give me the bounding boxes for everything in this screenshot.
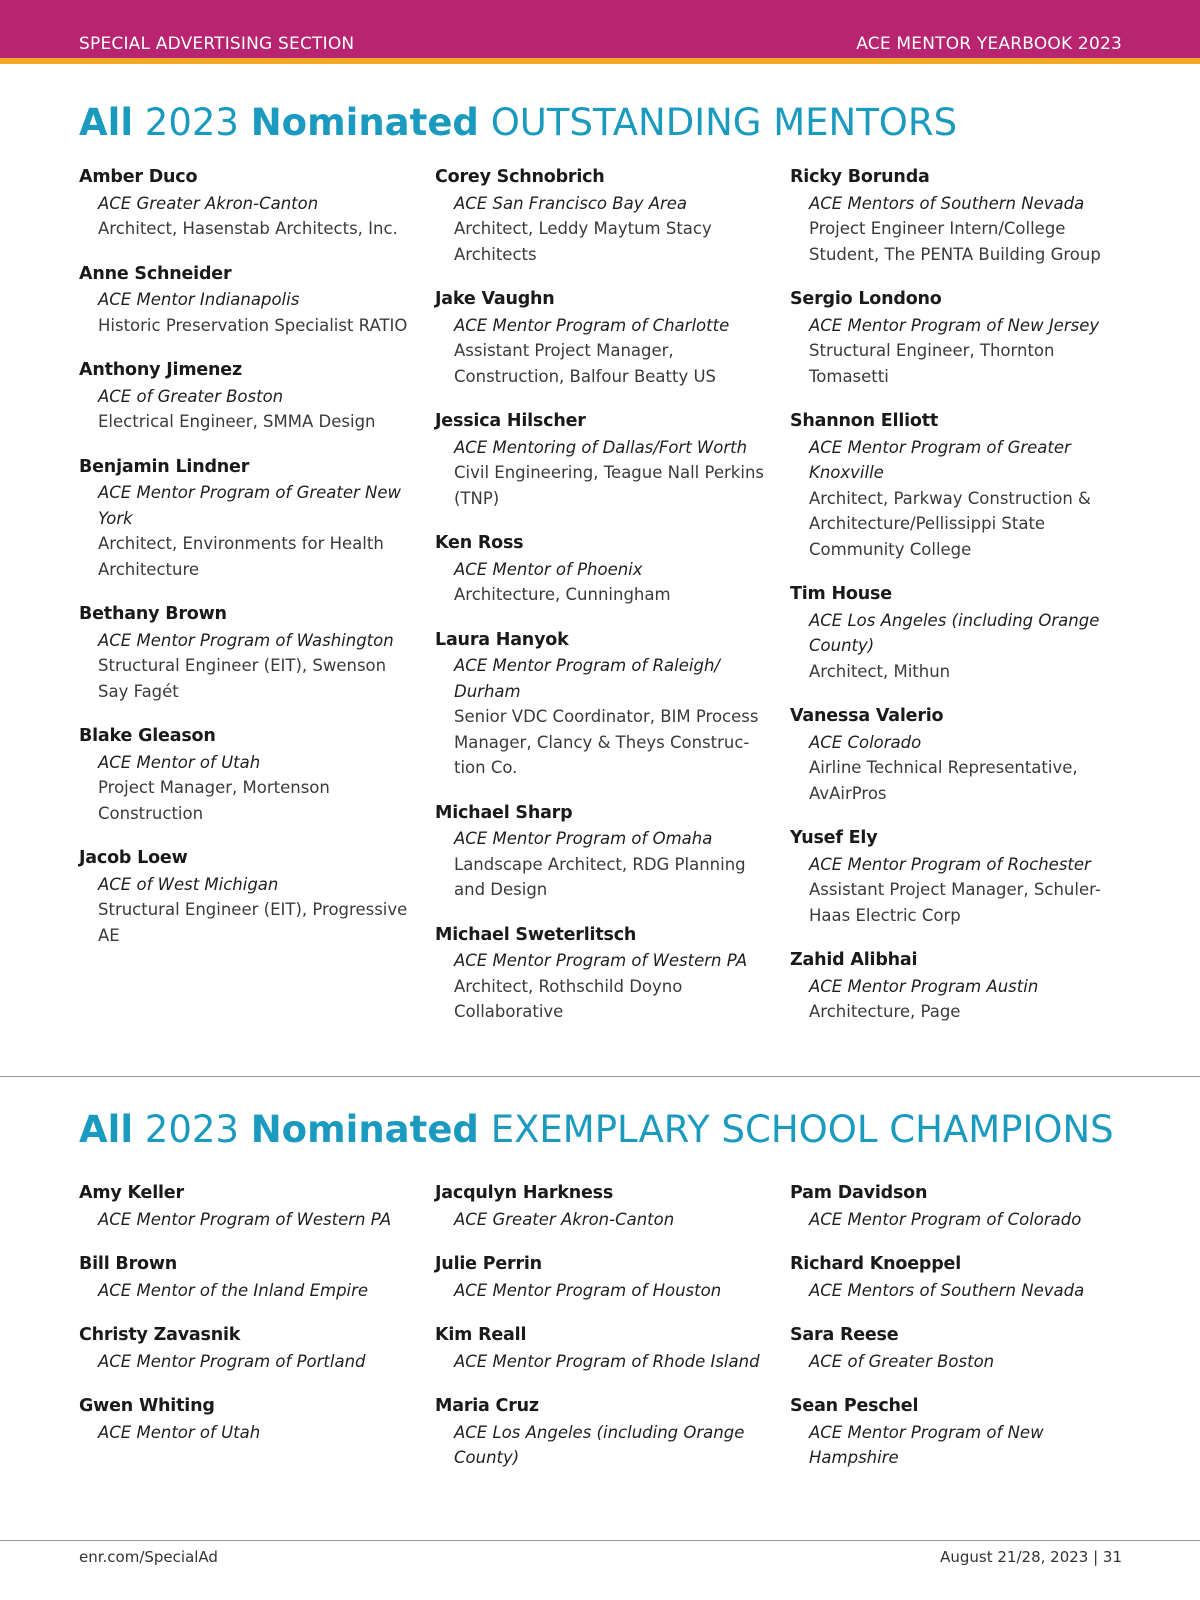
- mentors-column-1: [79, 165, 409, 968]
- champion-entry: [790, 1181, 1120, 1232]
- mentor-name: Benjamin Lindner: [79, 456, 250, 477]
- mentor-name: Amber Duco: [79, 167, 198, 187]
- footer-page-info: August 21/28, 2023 | 31: [940, 1548, 1122, 1566]
- mentor-program: ACE Mentor Program of New Jersey: [809, 315, 1100, 335]
- mentor-entry: [79, 846, 409, 948]
- mentor-entry: [435, 287, 765, 389]
- mentor-role: Assistant Project Manager, Schuler-Haas Electric Corp: [809, 880, 1101, 925]
- mentor-entry: [435, 165, 765, 267]
- mentor-role: Electrical Engineer, SMMA Design: [98, 412, 376, 431]
- mentor-entry: [435, 409, 765, 511]
- mentors-column-2: [435, 165, 765, 1045]
- mentor-role: Project Manager, Mortenson Construction: [98, 778, 330, 823]
- mentor-entry: [790, 409, 1120, 562]
- champion-name: Julie Perrin: [435, 1254, 542, 1274]
- mentor-program: ACE Mentor of Utah: [98, 752, 261, 772]
- mentor-program: ACE of West Michigan: [98, 874, 279, 894]
- section-divider: [0, 1076, 1200, 1077]
- mentor-name: Blake Gleason: [79, 726, 216, 746]
- mentor-role: Airline Technical Representative, AvAirPros: [809, 758, 1078, 803]
- champion-program: ACE Mentor of Utah: [98, 1422, 261, 1442]
- mentor-role: Structural Engineer (EIT), Progressive AE: [98, 900, 408, 945]
- mentor-entry: [79, 262, 409, 339]
- section-label: SPECIAL ADVERTISING SECTION: [79, 34, 355, 54]
- champions-heading: All 2023 Nominated EXEMPLARY SCHOOL CHAMPIONS: [79, 1108, 1114, 1151]
- champion-name: Amy Keller: [79, 1183, 184, 1203]
- champion-program: ACE Mentor Program of Houston: [454, 1280, 722, 1300]
- mentor-entry: [790, 826, 1120, 928]
- mentor-entry: [79, 455, 409, 583]
- mentor-role: Senior VDC Coordinator, BIM Process Manager, Clancy & Theys Construc- tion Co.: [454, 707, 759, 777]
- mentor-name: Jessica Hilscher: [435, 411, 586, 431]
- champion-program: ACE Mentor Program of Rhode Island: [454, 1351, 760, 1371]
- champion-entry: [435, 1252, 765, 1303]
- champion-program: ACE Mentor Program of Portland: [98, 1351, 366, 1371]
- mentor-program: ACE Mentor Program of Rochester: [809, 854, 1091, 874]
- mentor-entry: [79, 165, 409, 242]
- champion-name: Richard Knoeppel: [790, 1254, 961, 1274]
- mentor-name: Laura Hanyok: [435, 629, 569, 650]
- champion-program: ACE Greater Akron-Canton: [454, 1209, 675, 1229]
- champion-program: ACE of Greater Boston: [809, 1351, 995, 1371]
- champion-name: Maria Cruz: [435, 1396, 539, 1416]
- mentors-column-3: [790, 165, 1120, 1045]
- publication-label: ACE MENTOR YEARBOOK 2023: [856, 34, 1122, 54]
- header-banner: [0, 0, 1200, 64]
- mentor-entry: [435, 531, 765, 608]
- mentor-entry: [435, 628, 765, 781]
- mentor-name: Anthony Jimenez: [79, 360, 242, 380]
- mentor-program: ACE Mentor of Phoenix: [454, 559, 643, 579]
- mentor-role: Architect, Mithun: [809, 661, 951, 681]
- footer-url: enr.com/SpecialAd: [79, 1548, 218, 1566]
- mentor-program: ACE Greater Akron-Canton: [98, 193, 319, 213]
- mentor-program: ACE Los Angeles (including Orange County): [809, 610, 1100, 655]
- mentors-heading: All 2023 Nominated OUTSTANDING MENTORS: [79, 101, 958, 144]
- mentor-name: Zahid Alibhai: [790, 950, 918, 970]
- mentor-role: Architect, Parkway Construction & Architecture/Pellissippi State Community College: [809, 488, 1091, 559]
- mentor-role: Architect, Rothschild Doyno Collaborative: [454, 976, 683, 1021]
- champion-entry: [790, 1252, 1120, 1303]
- mentor-entry: [790, 287, 1120, 389]
- champion-program: ACE Mentor Program of Western PA: [98, 1209, 392, 1229]
- champion-program: ACE Mentor Program of Colorado: [809, 1209, 1082, 1229]
- mentor-name: Vanessa Valerio: [790, 706, 944, 726]
- mentor-name: Yusef Ely: [790, 828, 878, 848]
- champion-name: Gwen Whiting: [79, 1396, 215, 1416]
- champion-entry: [79, 1252, 409, 1303]
- mentor-role: Architecture, Page: [809, 1002, 961, 1021]
- champion-entry: [79, 1181, 409, 1232]
- mentor-role: Landscape Architect, RDG Planning and Design: [454, 854, 746, 899]
- mentor-entry: [435, 801, 765, 903]
- mentor-program: ACE Mentor Program of Western PA: [454, 951, 748, 970]
- mentor-program: ACE Mentor Program of Greater Knoxville: [809, 437, 1071, 482]
- champion-entry: [790, 1394, 1120, 1471]
- mentor-program: ACE San Francisco Bay Area: [454, 193, 688, 213]
- mentor-role: Structural Engineer, Thornton Tomasetti: [809, 341, 1055, 386]
- mentor-role: Architect, Leddy Maytum Stacy Architects: [454, 219, 712, 264]
- mentor-entry: [790, 704, 1120, 806]
- mentor-role: Project Engineer Intern/College Student, The PENTA Building Group: [809, 219, 1101, 264]
- mentor-entry: [435, 923, 765, 1025]
- mentor-name: Bethany Brown: [79, 604, 227, 624]
- mentor-entry: [79, 358, 409, 435]
- mentor-role: Assistant Project Manager, Construction, Balfour Beatty US: [454, 341, 717, 386]
- mentor-program: ACE Mentor Program Austin: [809, 976, 1039, 996]
- mentor-program: ACE Mentor Indianapolis: [98, 290, 300, 309]
- champion-program: ACE Mentor Program of New Hampshire: [809, 1422, 1044, 1467]
- mentor-program: ACE of Greater Boston: [98, 386, 284, 406]
- champion-program: ACE Mentor of the Inland Empire: [98, 1280, 369, 1300]
- mentor-program: ACE Mentoring of Dallas/Fort Worth: [454, 437, 748, 457]
- mentor-entry: [790, 582, 1120, 684]
- champion-program: ACE Mentors of Southern Nevada: [809, 1280, 1085, 1300]
- mentor-program: ACE Mentors of Southern Nevada: [809, 193, 1085, 213]
- champion-entry: [790, 1323, 1120, 1374]
- champion-name: Sara Reese: [790, 1325, 899, 1345]
- mentor-name: Corey Schnobrich: [435, 167, 605, 187]
- mentor-name: Michael Sharp: [435, 802, 573, 823]
- champions-column-3: [790, 1181, 1120, 1491]
- mentor-role: Historic Preservation Specialist RATIO: [98, 315, 408, 335]
- mentor-role: Architect, Hasenstab Architects, Inc.: [98, 219, 398, 238]
- mentor-name: Shannon Elliott: [790, 411, 939, 431]
- mentor-name: Tim House: [790, 584, 892, 604]
- mentor-name: Anne Schneider: [79, 263, 232, 284]
- mentor-name: Ricky Borunda: [790, 167, 930, 187]
- mentor-name: Ken Ross: [435, 533, 524, 553]
- champion-name: Bill Brown: [79, 1254, 178, 1274]
- champion-entry: [435, 1394, 765, 1471]
- champions-column-1: [79, 1181, 409, 1465]
- champion-entry: [79, 1394, 409, 1445]
- champions-column-2: [435, 1181, 765, 1491]
- mentor-program: ACE Mentor Program of Raleigh/ Durham: [454, 656, 720, 701]
- mentor-name: Sergio Londono: [790, 289, 942, 309]
- mentor-name: Jacob Loew: [79, 848, 188, 868]
- mentor-entry: [79, 602, 409, 704]
- mentor-name: Jake Vaughn: [435, 289, 555, 309]
- mentor-program: ACE Colorado: [809, 732, 922, 752]
- footer-divider: [0, 1540, 1200, 1541]
- mentor-program: ACE Mentor Program of Charlotte: [454, 315, 730, 335]
- mentor-entry: [790, 948, 1120, 1025]
- champion-entry: [435, 1181, 765, 1232]
- champion-name: Pam Davidson: [790, 1183, 928, 1203]
- champion-name: Sean Peschel: [790, 1396, 919, 1416]
- mentor-role: Architecture, Cunningham: [454, 585, 671, 604]
- mentor-entry: [79, 724, 409, 826]
- champion-entry: [435, 1323, 765, 1374]
- champion-name: Jacqulyn Harkness: [435, 1183, 614, 1203]
- champion-program: ACE Los Angeles (including Orange County): [454, 1422, 745, 1467]
- mentor-role: Civil Engineering, Teague Nall Perkins (TNP): [454, 463, 764, 508]
- champion-entry: [79, 1323, 409, 1374]
- mentor-program: ACE Mentor Program of Washington: [98, 630, 394, 650]
- mentor-program: ACE Mentor Program of Omaha: [454, 829, 713, 848]
- mentor-program: ACE Mentor Program of Greater New York: [98, 483, 402, 528]
- champion-name: Christy Zavasnik: [79, 1325, 241, 1345]
- mentor-role: Architect, Environments for Health Architecture: [98, 534, 384, 579]
- mentor-role: Structural Engineer (EIT), Swenson Say Fagét: [98, 656, 387, 701]
- mentor-name: Michael Sweterlitsch: [435, 924, 637, 945]
- champion-name: Kim Reall: [435, 1325, 527, 1345]
- mentor-entry: [790, 165, 1120, 267]
